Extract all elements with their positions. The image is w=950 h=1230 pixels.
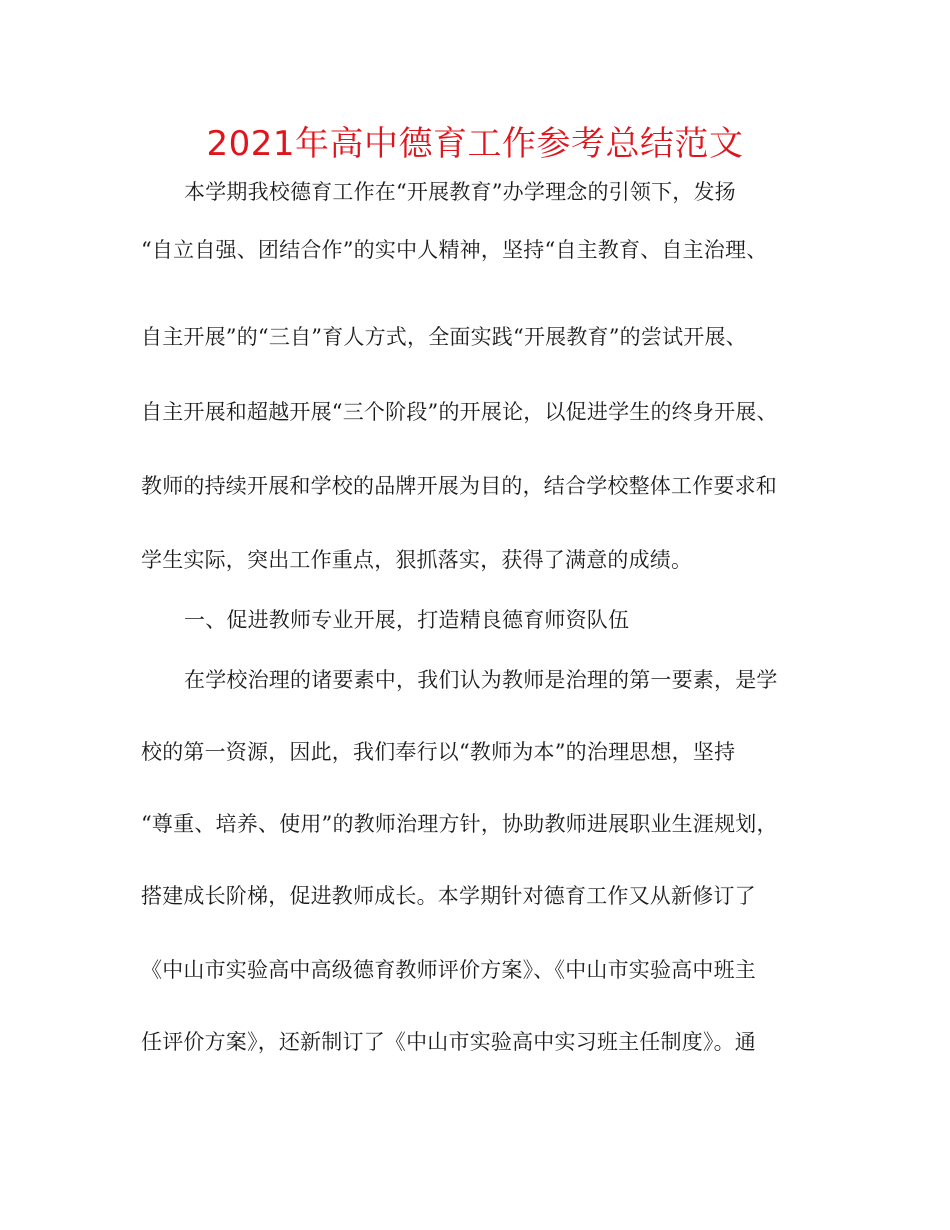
paragraph-line: 教师的持续开展和学校的品牌开展为目的，结合学校整体工作要求和	[141, 474, 777, 498]
section-heading: 一、促进教师专业开展，打造精良德育师资队伍	[184, 608, 630, 632]
paragraph-line: 校的第一资源，因此，我们奉行以“教师为本”的治理思想，坚持	[141, 740, 736, 764]
paragraph-line: “尊重、培养、使用”的教师治理方针，协助教师进展职业生涯规划，	[141, 812, 778, 836]
paragraph-line: 在学校治理的诸要素中，我们认为教师是治理的第一要素，是学	[184, 668, 778, 692]
paragraph-line: 《中山市实验高中高级德育教师评价方案》、《中山市实验高中班主	[141, 958, 756, 982]
paragraph-line: 本学期我校德育工作在“开展教育”办学理念的引领下，发扬	[184, 180, 736, 204]
paragraph-line: 自主开展和超越开展“三个阶段”的开展论，以促进学生的终身开展、	[141, 400, 778, 424]
paragraph-line: 自主开展”的“三自”育人方式，全面实践“开展教育”的尝试开展、	[141, 325, 747, 349]
paragraph-line: 任评价方案》，还新制订了《中山市实验高中实习班主任制度》。通	[141, 1030, 756, 1054]
paragraph-line: 搭建成长阶梯，促进教师成长。本学期针对德育工作又从新修订了	[141, 884, 756, 908]
paragraph-line: 学生实际，突出工作重点，狠抓落实，获得了满意的成绩。	[141, 548, 693, 572]
paragraph-line: “自立自强、团结合作”的实中人精神，坚持“自主教育、自主治理、	[141, 238, 768, 262]
document-title: 2021年高中德育工作参考总结范文	[206, 124, 744, 164]
